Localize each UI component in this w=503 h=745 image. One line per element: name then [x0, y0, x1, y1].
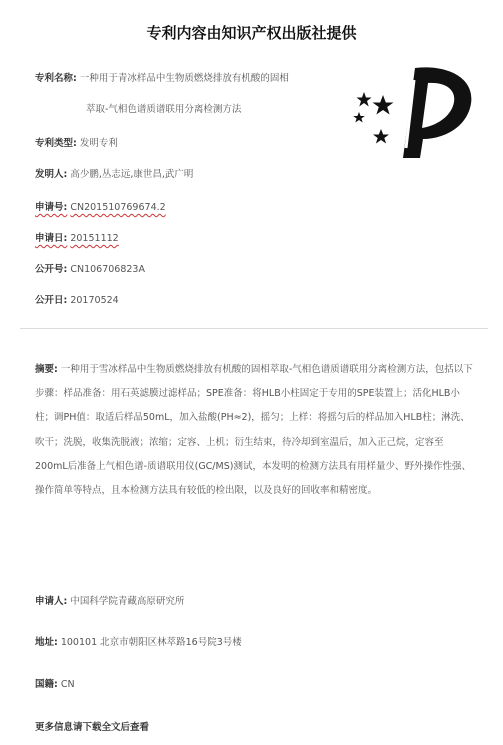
publication-number-field: [35, 264, 145, 276]
patent-name-value-line2: 萃取-气相色谱质谱联用分离检测方法: [86, 104, 242, 115]
application-date-value: 20151112: [70, 233, 119, 244]
applicant-value: 中国科学院青藏高原研究所: [70, 596, 185, 607]
patent-name-continuation: [86, 104, 241, 116]
address-field: [35, 637, 242, 649]
star-icon: [373, 95, 394, 115]
patent-office-logo: [352, 62, 478, 162]
publication-date-value: 20170524: [70, 295, 119, 306]
inventor-label: 发明人:: [35, 169, 68, 180]
section-divider: [20, 328, 488, 329]
publication-date-field: [35, 295, 119, 307]
star-icon: [373, 129, 389, 144]
star-icon: [353, 112, 365, 123]
country-value: CN: [60, 679, 75, 690]
page-title: 专利内容由知识产权出版社提供: [146, 24, 357, 42]
address-value: 100101 北京市朝阳区林萃路16号院3号楼: [60, 637, 242, 648]
country-label: 国籍:: [35, 679, 58, 690]
application-number-label: 申请号:: [35, 202, 68, 213]
inventor-value: 高少鹏,丛志远,康世昌,武广明: [70, 169, 194, 180]
abstract-block: [35, 358, 475, 503]
application-number-value: CN201510769674.2: [70, 202, 166, 213]
applicant-field: [35, 596, 184, 608]
publication-number-label: 公开号:: [35, 264, 68, 275]
publication-number-value: CN106706823A: [70, 264, 145, 275]
inventor-field: [35, 169, 193, 181]
patent-type-field: [35, 138, 118, 150]
country-field: [35, 679, 75, 691]
download-hint: 更多信息请下载全文后查看: [35, 722, 150, 733]
abstract-text: 一种用于雪冰样品中生物质燃烧排放有机酸的固相萃取-气相色谱质谱联用分离检测方法，包括以下步骤：样品准备：用石英滤膜过滤样品；SPE准备：将HLB小柱固定于专用的SPE装置上；活化HLB小柱；调PH值：取适后样品50mL，加入盐酸(PH≈2)，摇匀；上样：将摇匀后的样品加入HLB柱；淋洗、吹干；洗脱，收集洗脱液；浓缩；定容、上机；衍生结束，待冷却到室温后，加入正己烷，定容至200mL后准备上气相色谱-质谱联用仪(GC/MS)测试，本发明的检测方法具有用样量少、野外操作性强、操作简单等特点，且本检测方法具有较低的检出限，以及良好的回收率和精密度。: [35, 364, 473, 497]
application-number-field: [35, 202, 166, 214]
patent-type-label: 专利类型:: [35, 138, 77, 149]
address-label: 地址:: [35, 637, 58, 648]
patent-name-label: 专利名称:: [35, 73, 77, 84]
application-date-field: [35, 233, 119, 245]
application-date-label: 申请日:: [35, 233, 68, 244]
abstract-label: 摘要:: [35, 364, 58, 375]
applicant-label: 申请人:: [35, 596, 68, 607]
patent-name-field: [35, 73, 289, 85]
patent-type-value: 发明专利: [79, 138, 118, 149]
publication-date-label: 公开日:: [35, 295, 68, 306]
patent-name-value: 一种用于青冰样品中生物质燃烧排放有机酸的固相: [79, 73, 289, 84]
star-icon: [357, 92, 372, 107]
